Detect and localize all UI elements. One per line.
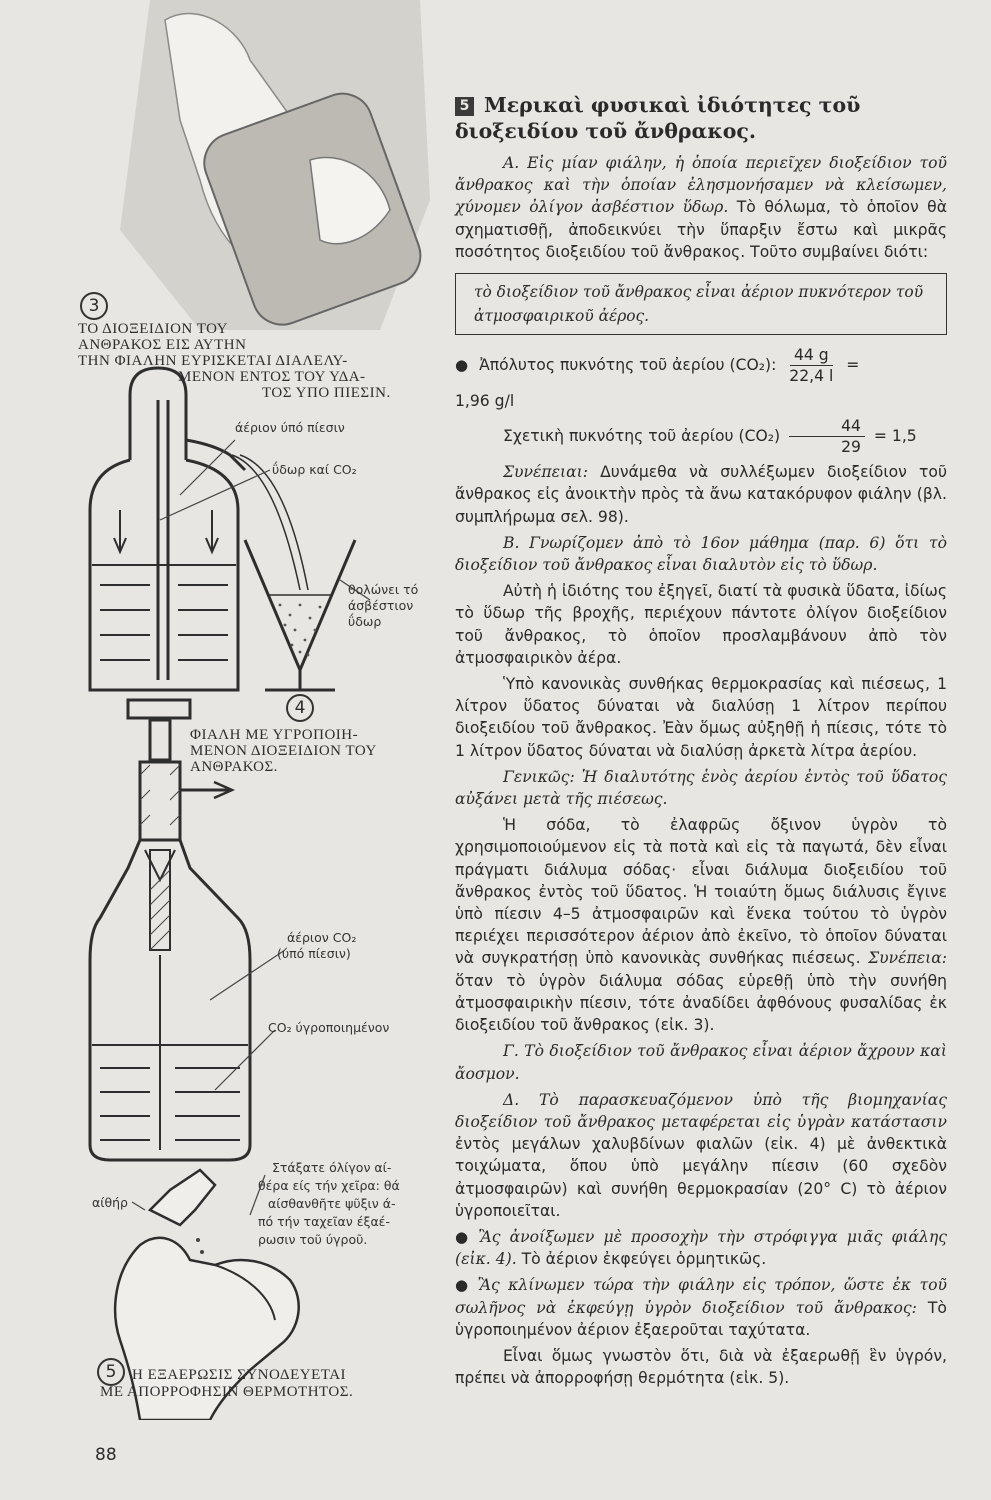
para-d: Δ. Τὸ παρασκευαζόμενον ὑπὸ τῆς βιομηχανίας διοξείδιον τοῦ ἄνθρακος μεταφέρεται εἰς ὑγρὰν κατάστασιν ἐντὸς μεγάλων χαλυβδίνων φιαλῶν (εἰκ. 4) μὲ ἀνθεκτικὰ τοιχώματα, ὅπου ὑπὸ μεγάλην πίεσιν (60 σχεδὸν ἀτμοσφαιρῶν) καὶ συνήθη θερμοκρασίαν (20° C) τὸ ἀέριον ὑγροποιεῖται. [455, 1090, 947, 1220]
para-a: Α. Εἰς μίαν φιάλην, ἡ ὁποία περιεῖχεν διοξείδιον τοῦ ἄνθρακος καὶ τὴν ὁποίαν ἐλησμονήσαμεν νὰ κλείσωμεν, χύνομεν ὀλίγον ἀσβέστιον ὕδωρ. Τὸ θόλωμα, τὸ ὁποῖον θὰ σχηματισθῇ, ἀποδεικνύει τὴν ὕπαρξιν ἔστω καὶ μικρᾶς ποσότητος διοξειδίου τοῦ ἄνθρακος. Τοῦτο συμβαίνει διότι: [455, 154, 947, 261]
fig3-caption-line-3: ΤΗΝ ΦΙΑΛΗΝ ΕΥΡΙΣΚΕΤΑΙ ΔΙΑΛΕΛΥ- [78, 353, 348, 369]
fig3-caption-line-4: ΜΕΝΟΝ ΕΝΤΟΣ ΤΟΥ ΥΔΑ- [178, 369, 366, 385]
fig5-instruction-line-4: πό τήν ταχεῖαν έξαέ- [258, 1214, 390, 1229]
ether-drops [196, 1238, 204, 1254]
rel-density-line: Σχετικὴ πυκνότης τοῦ ἀερίου (CO₂) $\frac{44}{29}$ = 1,5 [503, 417, 917, 457]
bullet-icon: ● [455, 1276, 472, 1295]
bullet-icon: ● [455, 356, 469, 375]
fig4-label-liquid: CO₂ ύγροποιημένον [268, 1020, 390, 1035]
fig5-instruction-line-3: αίσθανθῆτε ψῦξιν ά- [268, 1196, 396, 1211]
fig4-label-gas-2: (ύπό πίεσιν) [277, 946, 351, 961]
para-g: Εἶναι ὅμως γνωστὸν ὅτι, διὰ νὰ ἐξαερωθῇ ἓν ὑγρόν, πρέπει νὰ ἀπορροφήσῃ θερμότητα (εἰκ. 5). [455, 1346, 947, 1388]
definition-box: τὸ διοξείδιον τοῦ ἄνθρακος εἶναι ἀέριον πυκνότερον τοῦ ἀτμοσφαιρικοῦ ἀέρος. [455, 273, 947, 335]
fig5-label-ether: αίθήρ [92, 1195, 128, 1210]
fig4-caption-line-3: ΑΝΘΡΑΚΟΣ. [190, 759, 278, 775]
siphon-bottle [90, 368, 245, 690]
abs-density-result: 1,96 g/l [455, 392, 515, 411]
precipitate-dots [279, 604, 322, 657]
fig5-instruction-line-2: θέρα είς τήν χεῖρα: θά [258, 1178, 400, 1193]
fig4-number-badge: 4 [286, 694, 314, 722]
valve-hatching [140, 765, 180, 950]
fig3-label-limewater-1: θολώνει τό [348, 582, 419, 597]
bullet-icon: ● [455, 1227, 473, 1246]
fig5-number-badge: 5 [97, 1358, 125, 1386]
section-number-badge: 5 [455, 97, 474, 116]
fig3-label-water-co2: ΰδωρ καί CO₂ [272, 462, 357, 477]
para-c: Γ. Τὸ διοξείδιον τοῦ ἄνθρακος εἶναι ἀέριον ἄχρουν καὶ ἄοσμον. [455, 1042, 947, 1083]
fig5-caption-line-2: ΜΕ ΑΠΟΡΡΟΦΗΣΙΝ ΘΕΡΜΟΤΗΤΟΣ. [100, 1384, 354, 1400]
para-e: ● Ἂς ἀνοίξωμεν μὲ προσοχὴν τὴν στρόφιγγα μιᾶς φιάλης (εἰκ. 4). Τὸ ἀέριον ἐκφεύγει ὁρμητικῶς. [455, 1227, 947, 1269]
fig4-caption-line-1: ΦΙΑΛΗ ΜΕ ΥΓΡΟΠΟΙΗ- [190, 727, 359, 743]
fig3-label-limewater-2: άσβέστιον [348, 598, 414, 613]
fig5-instruction-line-5: ρωσιν τοῦ ύγροῦ. [258, 1232, 368, 1247]
para-b: Αὐτὴ ἡ ἰδιότης του ἐξηγεῖ, διατί τὰ φυσικὰ ὕδατα, ἰδίως τὸ ὕδωρ τῆς βροχῆς, περιέχουν πάντοτε ὀλίγον διοξείδιον τοῦ ἄνθρακος, τὸ ὁποῖον προσλαμβάνουν ἀπὸ τὸν ἀτμοσφαιρικὸν ἀέρα. [455, 582, 947, 667]
para-f: ● Ἂς κλίνωμεν τώρα τὴν φιάλην εἰς τρόπον, ὥστε ἐκ τοῦ σωλῆνος νὰ ἐκφεύγῃ ὑγρὸν διοξείδιον τοῦ ἄνθρακος: Τὸ ὑγροποιημένον ἀέριον ἐξαεροῦται ταχύτατα. [455, 1276, 947, 1339]
fig3-label-limewater-3: ΰδωρ [348, 614, 382, 629]
section-heading [455, 92, 947, 144]
para-b2: Ὑπὸ κανονικὰς συνθήκας θερμοκρασίας καὶ πιέσεως, 1 λίτρον ὕδατος δύναται νὰ διαλύσῃ 1 λίτρον περίπου διοξειδίου τοῦ ἄνθρακος. Ἐὰν ὅμως αὐξηθῇ ἡ πίεσις, τότε τὸ 1 λίτρον ὕδατος δύναται νὰ διαλύσῃ ἀρκετὰ λίτρα ἀερίου. [455, 675, 947, 760]
fig5-caption-line-1: Η ΕΞΑΕΡΩΣΙΣ ΣΥΝΟΔΕΥΕΤΑΙ [132, 1367, 347, 1383]
fig3-caption-line-1: ΤΟ ΔΙΟΞΕΙΔΙΟΝ ΤΟΥ [78, 321, 229, 337]
fig3-caption-line-2: ΑΝΘΡΑΚΟΣ ΕΙΣ ΑΥΤΗΝ [78, 337, 247, 353]
para-general: Γενικῶς: Ἡ διαλυτότης ἑνὸς ἀερίου ἐντὸς τοῦ ὕδατος αὐξάνει μετὰ τῆς πιέσεως. [455, 767, 947, 809]
fig5-instruction-line-1: Στάξατε όλίγον αί- [272, 1160, 392, 1175]
rel-density-fraction: $\frac{44}{29}$ [789, 416, 865, 457]
para-soda: Ἡ σόδα, τὸ ἐλαφρῶς ὄξινον ὑγρὸν τὸ χρησιμοποιούμενον εἰς τὰ ποτὰ καὶ εἰς τὰ παγωτά, δὲν εἶναι πράγματι διάλυμα σόδας· εἶναι διάλυμα διοξειδίου τοῦ ἄνθρακος ἐντὸς τοῦ ὕδατος. Ἡ τοιαύτη ὅμως διάλυσις ἔγινε ὑπὸ πίεσιν 4–5 ἀτμοσφαιρῶν καὶ ἕνεκα τούτου τὸ ὑγρὸν περιέχει περισσότερον ἀέριον ἀπὸ ἐκεῖνο, τὸ ὁποῖον δύναται νὰ συγκρατήσῃ ὑπὸ κανονικὰς συνθήκας πιέσεως. Συνέπεια: ὅταν τὸ ὑγρὸν διάλυμα σόδας εὑρεθῇ ὑπὸ τὴν συνήθη ἀτμοσφαιρικὴν πίεσιν, τότε ἀναδίδει ἀφθόνους φυσαλίδας ἐκ διοξειδίου τοῦ ἄνθρακος (εἰκ. 3). [455, 816, 947, 1035]
abs-density-line: ● Ἀπόλυτος πυκνότης τοῦ ἀερίου (CO₂): $\frac{44 g}{22,4 l}$ = [455, 346, 860, 386]
fig4-caption-line-2: ΜΕΝΟΝ ΔΙΟΞΕΙΔΙΟΝ ΤΟΥ [190, 743, 377, 759]
fig3-caption-line-5: ΤΟΣ ΥΠΟ ΠΙΕΣΙΝ. [262, 385, 391, 401]
fig3-number-badge: 3 [80, 292, 108, 320]
abs-density-fraction: $\frac{44 g}{22,4 l}$ [789, 346, 834, 386]
para-consequences: Συνέπειαι: Δυνάμεθα νὰ συλλέξωμεν διοξείδιον τοῦ ἄνθρακος εἰς ἀνοικτὴν πρὸς τὰ ἄνω κατακόρυφον φιάλην (βλ. συμπλήρωμα σελ. 98). [455, 463, 947, 526]
fig4-label-gas-1: άέριον CO₂ [287, 930, 357, 945]
page-number: 88 [95, 1445, 117, 1465]
fig3-photo [120, 0, 430, 333]
limewater-glass [245, 540, 355, 690]
para-b-italic: Β. Γνωρίζομεν ἀπὸ τὸ 16ον μάθημα (παρ. 6) ὅτι τὸ διοξείδιον τοῦ ἄνθρακος εἶναι διαλυτὸν εἰς τὸ ὕδωρ. [455, 533, 947, 575]
section-title: Μερικαὶ φυσικαὶ ἰδιότητες τοῦ διοξειδίου τοῦ ἄνθρακος. [455, 93, 861, 143]
text-column [455, 92, 947, 1393]
fig3-label-air-pressure: άέριον ύπό πίεσιν [235, 420, 345, 435]
